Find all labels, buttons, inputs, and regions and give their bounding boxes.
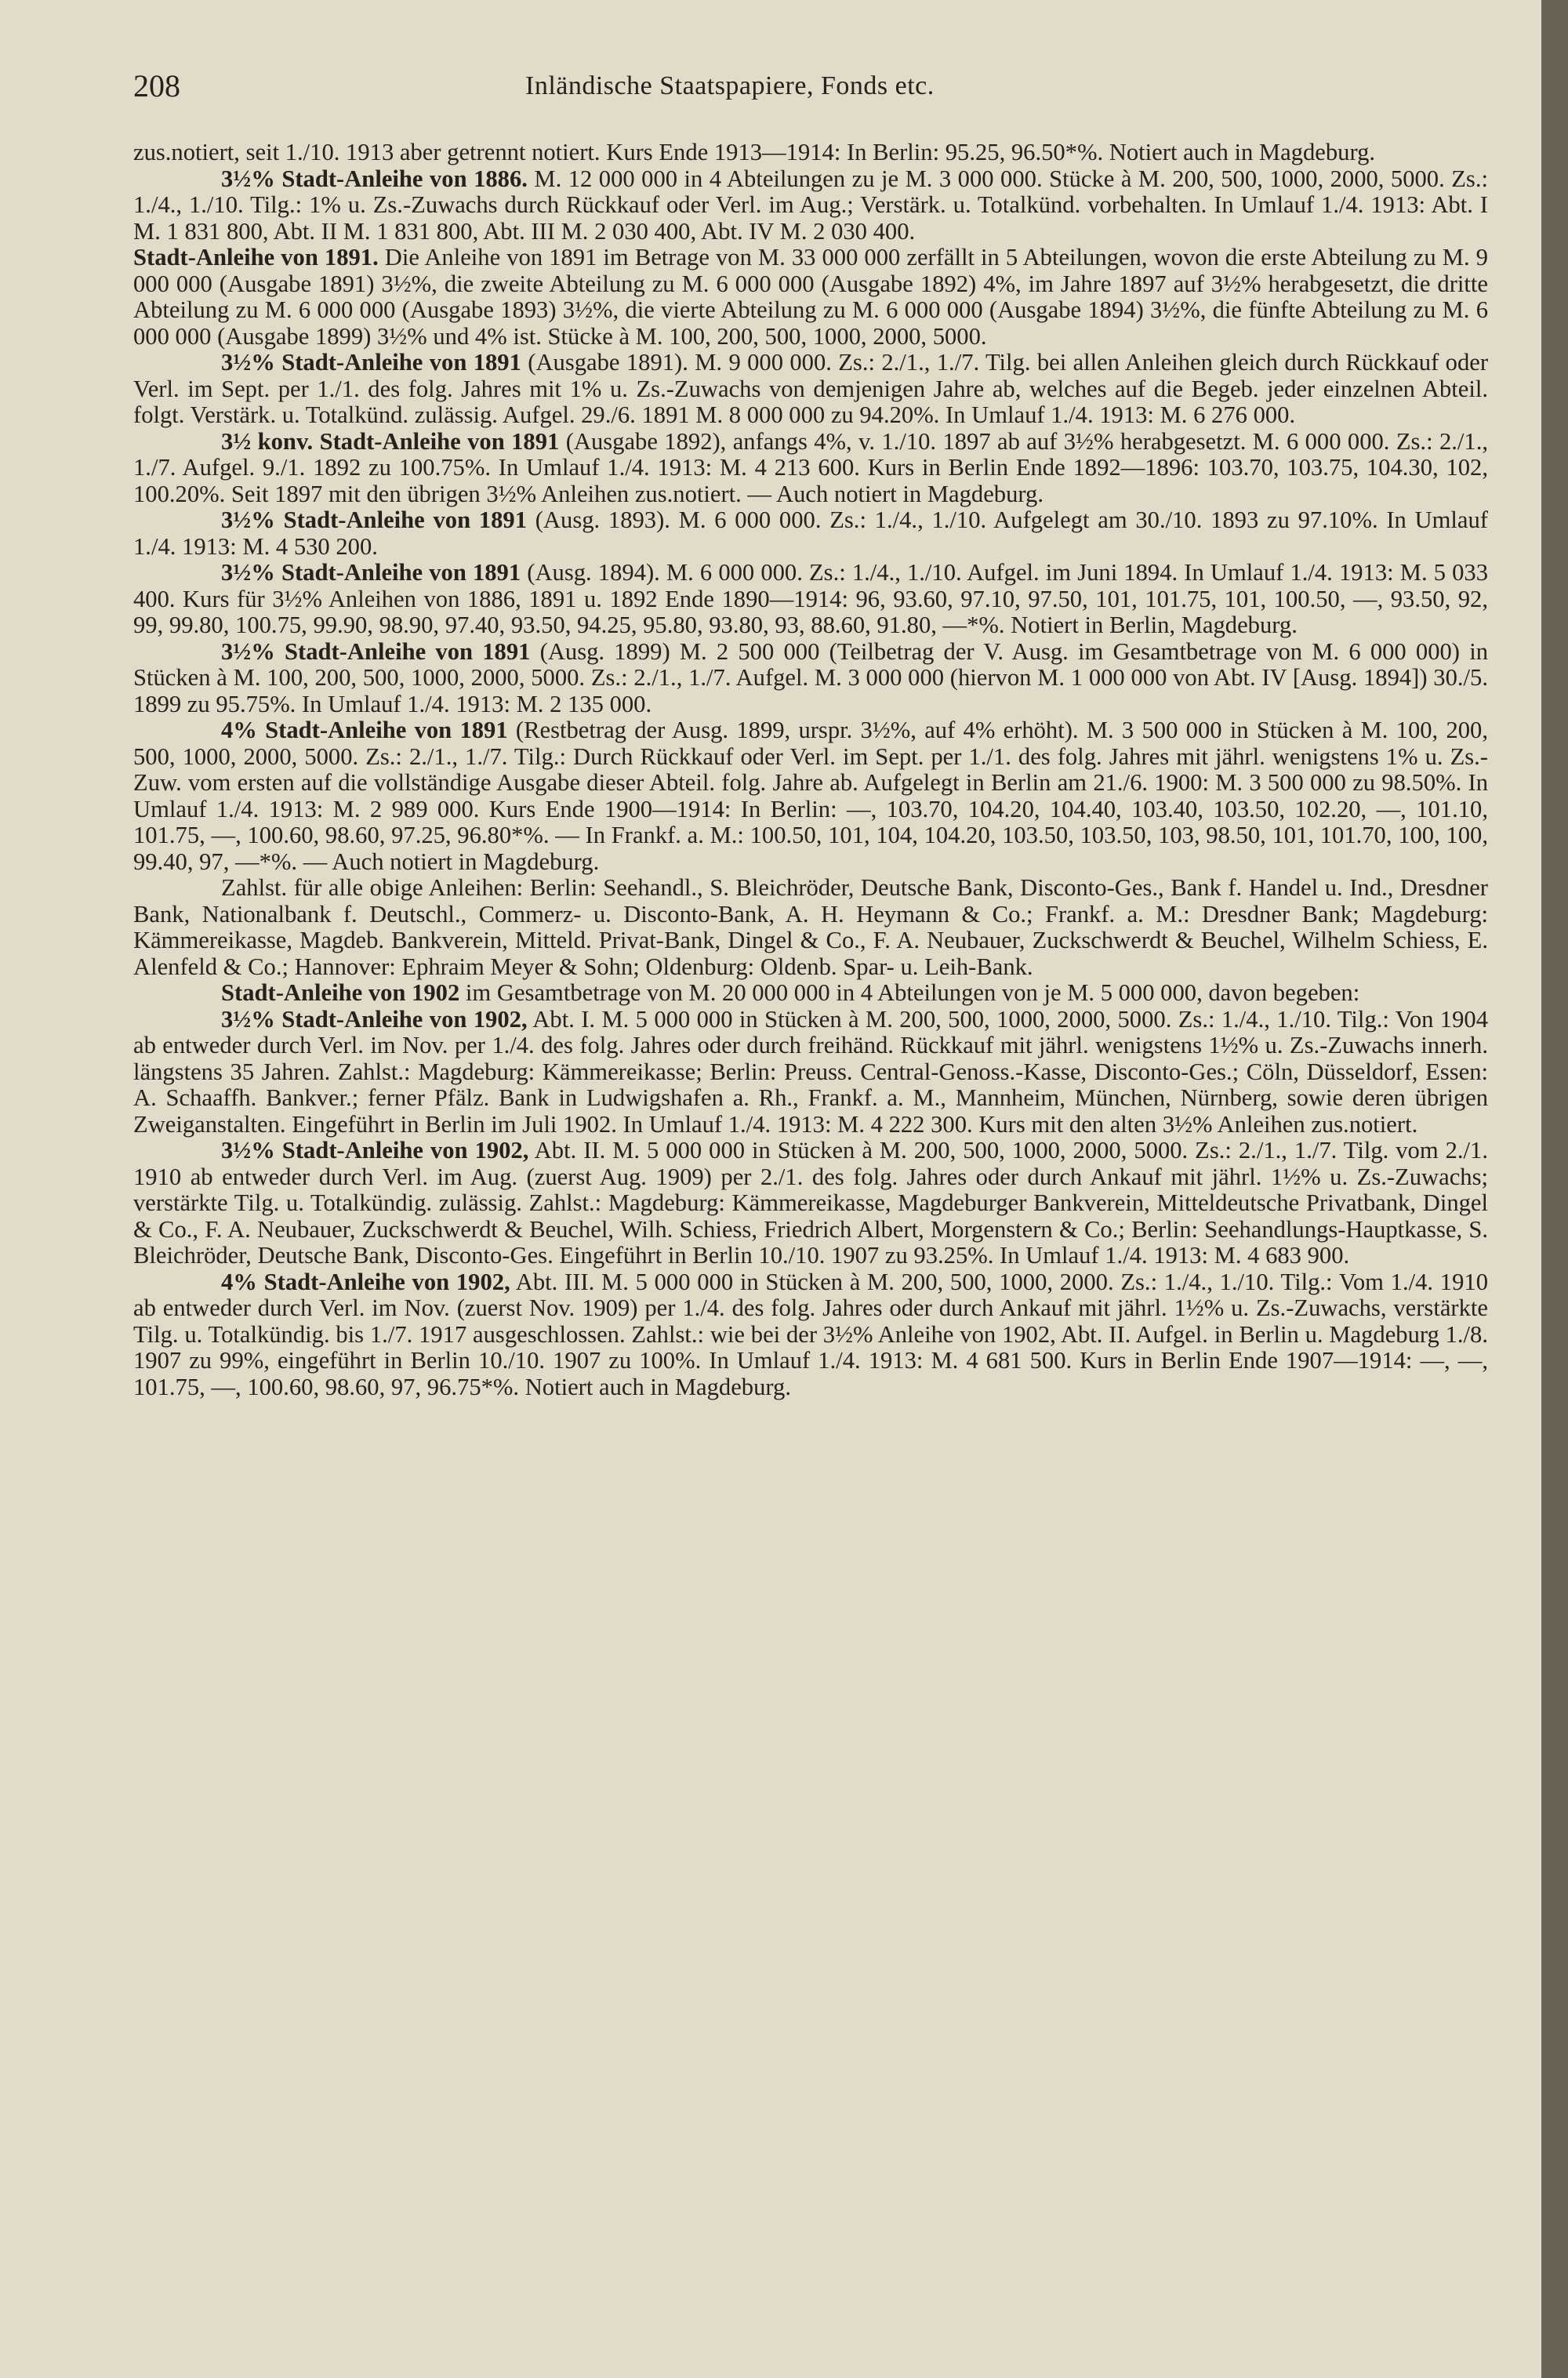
paragraph [133, 717, 1488, 875]
paragraph-heading: 3½% Stadt-Anleihe von 1891 [221, 559, 521, 586]
paragraph [133, 1007, 1488, 1138]
paragraph-heading: 3½% Stadt-Anleihe von 1891 [221, 506, 528, 533]
paragraph-text: zus.notiert, seit 1./10. 1913 aber getrennt notiert. Kurs Ende 1913—1914: In Berlin: 95.25, 96.50*%. Notiert auch in Magdeburg. [133, 139, 1376, 165]
running-head: Inländische Staatspapiere, Fonds etc. [525, 71, 935, 100]
paragraph-text: Abt. I. M. 5 000 000 in Stücken à M. 200, 500, 1000, 2000, 5000. Zs.: 1./4., 1./10. Tilg.: Von 1904 ab entweder durch Verl. im Nov. per 1./4. des folg. Jahres oder durch freihänd. Rückkauf mit jährl. wenigstens 1½% u. Zs.-Zuwachs innerh. längstens 35 Jahren. Zahlst.: Magdeburg: Kämmereikasse; Berlin: Preuss. Central-Genoss.-Kasse, Disconto-Ges.; Cöln, Düsseldorf, Essen: A. Schaaffh. Bankver.; ferner Pfälz. Bank in Ludwigshafen a. Rh., Frankf. a. M., Mannheim, München, Nürnberg, sowie deren übrigen Zweiganstalten. Eingeführt in Berlin im Juli 1902. In Umlauf 1./4. 1913: M. 4 222 300. Kurs mit den alten 3½% Anleihen zus.notiert. [133, 1005, 1488, 1138]
paragraph-heading: 3½% Stadt-Anleihe von 1886. [221, 165, 528, 192]
paragraph [133, 875, 1488, 980]
page-number: 208 [133, 68, 180, 103]
paragraph [133, 429, 1488, 508]
paragraph-text: (Ausg. 1899) M. 2 500 000 (Teilbetrag der V. Ausg. im Gesamtbetrage von M. 6 000 000) in Stücken à M. 100, 200, 500, 1000, 2000, 5000. Zs.: 2./1., 1./7. Aufgel. M. 3 000 000 (hiervon M. 1 000 000 von Abt. IV [Ausg. 1894]) 30./5. 1899 zu 95.75%. In Umlauf 1./4. 1913: M. 2 135 000. [133, 637, 1489, 717]
paragraph [133, 980, 1488, 1007]
paragraph-heading: 3½ konv. Stadt-Anleihe von 1891 [221, 427, 560, 455]
paragraph-text: Abt. II. M. 5 000 000 in Stücken à M. 200, 500, 1000, 2000, 5000. Zs.: 2./1., 1./7. Tilg. vom 2./1. 1910 ab entweder durch Verl. im Aug. (zuerst Aug. 1909) per 2./1. des folg. Jahres oder durch Ankauf mit jährl. 1½% u. Zs.-Zuwachs; verstärkte Tilg. u. Totalkündig. zulässig. Zahlst.: Magdeburg: Kämmereikasse, Magdeburger Bankverein, Mitteldeutsche Privatbank, Dingel & Co., F. A. Neubauer, Zuckschwerdt & Beuchel, Wilh. Schiess, Friedrich Albert, Morgenstern & Co.; Berlin: Seehandlungs-Hauptkasse, S. Bleichröder, Deutsche Bank, Disconto-Ges. Eingeführt in Berlin 10./10. 1907 zu 93.25%. In Umlauf 1./4. 1913: M. 4 683 900. [133, 1137, 1488, 1269]
paragraph-heading: Stadt-Anleihe von 1891. [133, 244, 379, 270]
paragraph-text: Abt. III. M. 5 000 000 in Stücken à M. 200, 500, 1000, 2000. Zs.: 1./4., 1./10. Tilg.: Vom 1./4. 1910 ab entweder durch Verl. im Nov. (zuerst Nov. 1909) per 1./4. des folg. Jahres oder durch Ankauf mit jährl. 1½% u. Zs.-Zuwachs, verstärkte Tilg. u. Totalkündig. bis 1./7. 1917 ausgeschlossen. Zahlst.: wie bei der 3½% Anleihe von 1902, Abt. II. Aufgel. in Berlin u. Magdeburg 1./8. 1907 zu 99%, eingeführt in Berlin 10./10. 1907 zu 100%. In Umlauf 1./4. 1913: M. 4 681 500. Kurs in Berlin Ende 1907—1914: —, —, 101.75, —, 100.60, 98.60, 97, 96.75*%. Notiert auch in Magdeburg. [133, 1268, 1488, 1400]
paragraph [133, 639, 1488, 718]
paragraph-heading: 4% Stadt-Anleihe von 1902, [221, 1268, 510, 1295]
paragraph-heading: Stadt-Anleihe von 1902 [221, 979, 460, 1006]
paragraph [133, 350, 1488, 429]
paragraph-text: (Ausg. 1894). M. 6 000 000. Zs.: 1./4., 1./10. Aufgel. im Juni 1894. In Umlauf 1./4. 1913: M. 5 033 400. Kurs für 3½% Anleihen von 1886, 1891 u. 1892 Ende 1890—1914: 96, 93.60, 97.10, 97.50, 101, 101.75, 101, 100.50, —, 93.50, 92, 99, 99.80, 100.75, 99.90, 98.90, 97.40, 93.50, 94.25, 95.80, 93.80, 93, 88.60, 91.80, —*%. Notiert in Berlin, Magdeburg. [133, 559, 1489, 638]
page-edge-shadow [1541, 0, 1568, 2378]
paragraph-text: Zahlst. für alle obige Anleihen: Berlin: Seehandl., S. Bleichröder, Deutsche Bank, Disconto-Ges., Bank f. Handel u. Ind., Dresdner Bank, Nationalbank f. Deutschl., Commerz- u. Disconto-Bank, A. H. Heymann & Co.; Frankf. a. M.: Dresdner Bank; Magdeburg: Kämmereikasse, Magdeb. Bankverein, Mitteld. Privat-Bank, Dingel & Co., F. A. Neubauer, Zuckschwerdt & Beuchel, Wilhelm Schiess, E. Alenfeld & Co.; Hannover: Ephraim Meyer & Sohn; Oldenburg: Oldenb. Spar- u. Leih-Bank. [133, 874, 1488, 980]
paragraph-heading: 4% Stadt-Anleihe von 1891 [221, 717, 508, 743]
paragraph [133, 245, 1488, 350]
paragraph-text: (Ausgabe 1892), anfangs 4%, v. 1./10. 1897 ab auf 3½% herabgesetzt. M. 6 000 000. Zs.: 2./1., 1./7. Aufgel. 9./1. 1892 zu 100.75%. In Umlauf 1./4. 1913: M. 4 213 600. Kurs in Berlin Ende 1892—1896: 103.70, 103.75, 104.30, 102, 100.20%. Seit 1897 mit den übrigen 3½% Anleihen zus.notiert. — Auch notiert in Magdeburg. [133, 427, 1488, 507]
paragraph [133, 166, 1488, 245]
paragraph-text: (Restbetrag der Ausg. 1899, urspr. 3½%, auf 4% erhöht). M. 3 500 000 in Stücken à M. 100, 200, 500, 1000, 2000, 5000. Zs.: 2./1., 1./7. Tilg.: Durch Rückkauf oder Verl. im Sept. per 1./1. des folg. Jahres mit jährl. wenigstens 1% u. Zs.-Zuw. vom ersten auf die vollständige Ausgabe dieser Abteil. folg. Jahre ab. Aufgelegt in Berlin am 21./6. 1900: M. 3 500 000 zu 98.50%. In Umlauf 1./4. 1913: M. 2 989 000. Kurs Ende 1900—1914: In Berlin: —, 103.70, 104.20, 104.40, 103.40, 103.50, 102.20, —, 101.10, 101.75, —, 100.60, 98.60, 97.25, 96.80*%. — In Frankf. a. M.: 100.50, 101, 104, 104.20, 103.50, 103.50, 103, 98.50, 101, 101.70, 100, 100, 99.40, 97, —*%. — Auch notiert in Magdeburg. [133, 717, 1488, 875]
paragraph-text: (Ausg. 1893). M. 6 000 000. Zs.: 1./4., 1./10. Aufgelegt am 30./10. 1893 zu 97.10%. In Umlauf 1./4. 1913: M. 4 530 200. [133, 506, 1489, 560]
paragraph-heading: 3½% Stadt-Anleihe von 1891 [221, 637, 531, 665]
paragraph-text: im Gesamtbetrage von M. 20 000 000 in 4 Abteilungen von je M. 5 000 000, davon begeben: [459, 979, 1360, 1006]
paragraph-heading: 3½% Stadt-Anleihe von 1902, [221, 1005, 528, 1033]
paragraph-text: M. 12 000 000 in 4 Abteilungen zu je M. 3 000 000. Stücke à M. 200, 500, 1000, 2000, 5000. Zs.: 1./4., 1./10. Tilg.: 1% u. Zs.-Zuwachs durch Rückkauf oder Verl. im Aug.; Verstärk. u. Totalkünd. vorbehalten. In Umlauf 1./4. 1913: Abt. I M. 1 831 800, Abt. II M. 1 831 800, Abt. III M. 2 030 400, Abt. IV M. 2 030 400. [133, 165, 1488, 245]
paragraph [133, 560, 1488, 639]
paragraph-heading: 3½% Stadt-Anleihe von 1891 [221, 349, 521, 376]
paragraph [133, 507, 1488, 560]
paragraph-heading: 3½% Stadt-Anleihe von 1902, [221, 1137, 529, 1164]
paragraph [133, 140, 1488, 166]
page-header [133, 64, 1497, 108]
paragraph-text: (Ausgabe 1891). M. 9 000 000. Zs.: 2./1., 1./7. Tilg. bei allen Anleihen gleich durch Rückkauf oder Verl. im Sept. per 1./1. des folg. Jahres mit 1% u. Zs.-Zuwachs von demjenigen Jahre ab, welches auf die Begeb. jeder einzelnen Abteil. folgt. Verstärk. u. Totalkünd. zulässig. Aufgel. 29./6. 1891 M. 8 000 000 zu 94.20%. In Umlauf 1./4. 1913: M. 6 276 000. [133, 349, 1489, 428]
body-text [133, 140, 1488, 1400]
paragraph [133, 1269, 1488, 1401]
paragraph-text: Die Anleihe von 1891 im Betrage von M. 33 000 000 zerfällt in 5 Abteilungen, wovon die erste Abteilung zu M. 9 000 000 (Ausgabe 1891) 3½%, die zweite Abteilung zu M. 6 000 000 (Ausgabe 1892) 4%, im Jahre 1897 auf 3½% herabgesetzt, die dritte Abteilung zu M. 6 000 000 (Ausgabe 1893) 3½%, die vierte Abteilung zu M. 6 000 000 (Ausgabe 1894) 3½%, die fünfte Abteilung zu M. 6 000 000 (Ausgabe 1899) 3½% und 4% ist. Stücke à M. 100, 200, 500, 1000, 2000, 5000. [133, 244, 1488, 350]
paragraph [133, 1138, 1488, 1269]
